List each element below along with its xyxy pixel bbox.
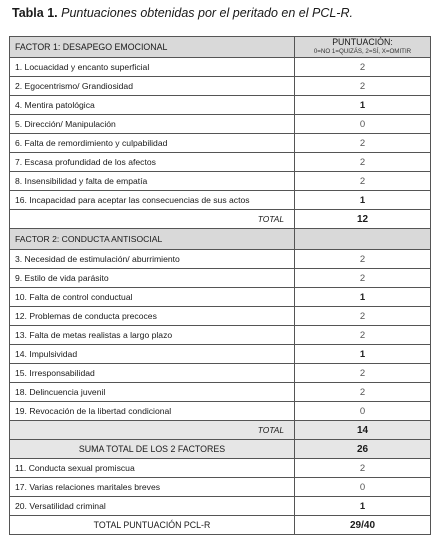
score-header (295, 37, 431, 58)
factor1-title: FACTOR 1: DESAPEGO EMOCIONAL (10, 37, 295, 58)
item-score: 2 (295, 326, 431, 345)
table-row (10, 288, 431, 307)
factor1-total-label: TOTAL (10, 210, 295, 229)
table-caption (12, 6, 353, 20)
item-label: 8. Insensibilidad y falta de empatía (10, 172, 295, 191)
item-label: 9. Estilo de vida parásito (10, 269, 295, 288)
item-score: 1 (295, 191, 431, 210)
table-row (10, 58, 431, 77)
item-score: 2 (295, 134, 431, 153)
item-label: 2. Egocentrismo/ Grandiosidad (10, 77, 295, 96)
score-header-title: PUNTUACIÓN: (332, 37, 393, 47)
item-score: 1 (295, 345, 431, 364)
table-row (10, 326, 431, 345)
sum-factors-row (10, 440, 431, 459)
factor2-total-row (10, 421, 431, 440)
table-row (10, 77, 431, 96)
factor1-total-row (10, 210, 431, 229)
item-score: 1 (295, 288, 431, 307)
factor2-header-blank (295, 229, 431, 250)
sum-factors-value: 26 (295, 440, 431, 459)
table-row (10, 364, 431, 383)
factor2-header-row (10, 229, 431, 250)
grand-total-row (10, 516, 431, 535)
table-row (10, 307, 431, 326)
item-label: 17. Varias relaciones maritales breves (10, 478, 295, 497)
table-row (10, 172, 431, 191)
item-score: 2 (295, 364, 431, 383)
factor2-total-value: 14 (295, 421, 431, 440)
item-score: 2 (295, 250, 431, 269)
table-row (10, 134, 431, 153)
item-label: 7. Escasa profundidad de los afectos (10, 153, 295, 172)
table-row (10, 497, 431, 516)
item-score: 0 (295, 115, 431, 134)
item-label: 14. Impulsividad (10, 345, 295, 364)
table-row (10, 383, 431, 402)
item-score: 2 (295, 269, 431, 288)
score-header-legend: 0=NO 1=QUIZÁS, 2=SÍ, X=OMITIR (313, 48, 412, 55)
table-row (10, 250, 431, 269)
table-row (10, 402, 431, 421)
item-label: 12. Problemas de conducta precoces (10, 307, 295, 326)
caption-title: Puntuaciones obtenidas por el peritado en el PCL-R. (61, 6, 353, 20)
item-score: 2 (295, 459, 431, 478)
item-score: 1 (295, 497, 431, 516)
item-score: 2 (295, 58, 431, 77)
item-score: 2 (295, 172, 431, 191)
table-row (10, 478, 431, 497)
item-label: 18. Delincuencia juvenil (10, 383, 295, 402)
item-score: 2 (295, 383, 431, 402)
item-label: 10. Falta de control conductual (10, 288, 295, 307)
table-row (10, 459, 431, 478)
item-label: 3. Necesidad de estimulación/ aburrimiento (10, 250, 295, 269)
item-score: 1 (295, 96, 431, 115)
grand-total-value: 29/40 (295, 516, 431, 535)
grand-total-label: TOTAL PUNTUACIÓN PCL-R (10, 516, 295, 535)
pcl-r-scores-table (9, 36, 431, 535)
table-row (10, 153, 431, 172)
item-score: 0 (295, 402, 431, 421)
item-label: 20. Versatilidad criminal (10, 497, 295, 516)
table-row (10, 96, 431, 115)
item-label: 5. Dirección/ Manipulación (10, 115, 295, 134)
factor2-title: FACTOR 2: CONDUCTA ANTISOCIAL (10, 229, 295, 250)
table-row (10, 345, 431, 364)
table-row (10, 269, 431, 288)
item-score: 0 (295, 478, 431, 497)
caption-number: Tabla 1. (12, 6, 58, 20)
factor1-total-value: 12 (295, 210, 431, 229)
item-label: 1. Locuacidad y encanto superficial (10, 58, 295, 77)
sum-factors-label: SUMA TOTAL DE LOS 2 FACTORES (10, 440, 295, 459)
item-label: 4. Mentira patológica (10, 96, 295, 115)
item-score: 2 (295, 77, 431, 96)
table-row (10, 191, 431, 210)
item-label: 13. Falta de metas realistas a largo plazo (10, 326, 295, 345)
item-score: 2 (295, 307, 431, 326)
item-label: 6. Falta de remordimiento y culpabilidad (10, 134, 295, 153)
item-label: 16. Incapacidad para aceptar las consecuencias de sus actos (10, 191, 295, 210)
factor1-header-row (10, 37, 431, 58)
item-label: 19. Revocación de la libertad condicional (10, 402, 295, 421)
table-row (10, 115, 431, 134)
item-label: 15. Irresponsabilidad (10, 364, 295, 383)
item-score: 2 (295, 153, 431, 172)
factor2-total-label: TOTAL (10, 421, 295, 440)
table-body (10, 37, 431, 535)
item-label: 11. Conducta sexual promiscua (10, 459, 295, 478)
